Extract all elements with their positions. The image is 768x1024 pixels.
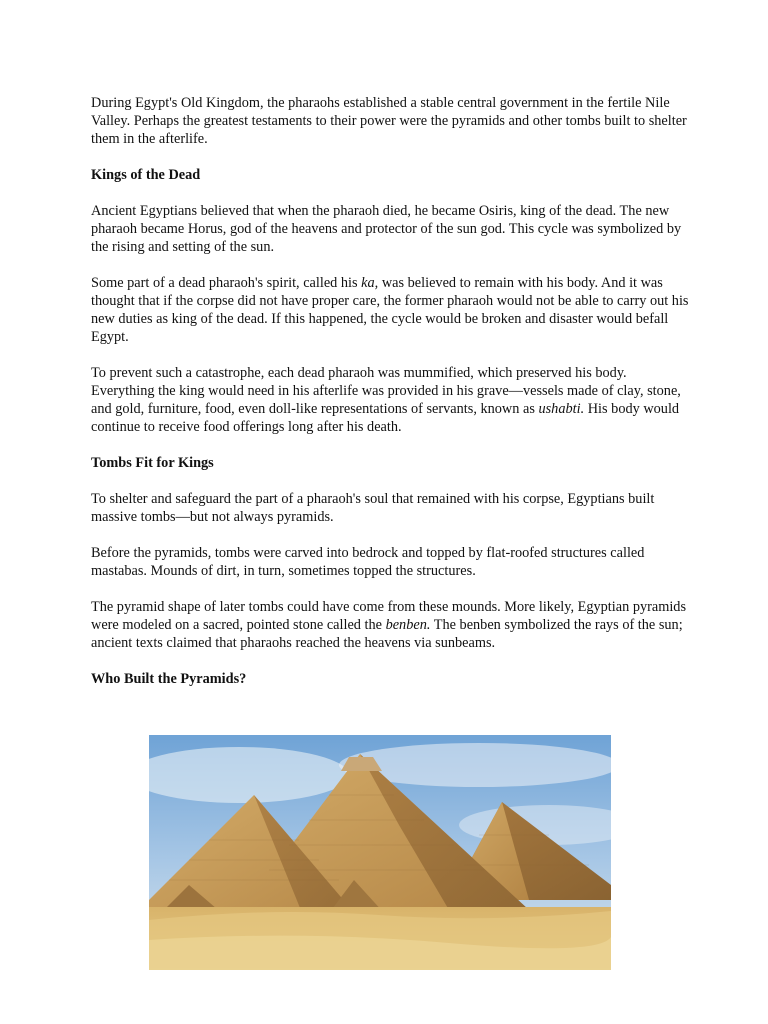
paragraph-ka bbox=[91, 274, 691, 346]
text-run: To prevent such a catastrophe, each dead pharaoh was mummified, which preserved his body. Everything the king would need in his afterlife was provided in his grave—vessels made of clay, stone, and gold, furniture, food, even doll-like representations of servants, known as bbox=[91, 365, 681, 417]
heading-tombs-fit-for-kings: Tombs Fit for Kings bbox=[91, 455, 214, 471]
text-run: The pyramid shape of later tombs could have come from these mounds. More likely, Egyptian pyramids were modeled on a sacred, pointed stone called the bbox=[91, 599, 687, 633]
paragraph-benben bbox=[91, 598, 691, 652]
paragraph-mummified bbox=[91, 364, 691, 436]
heading-who-built-the-pyramids: Who Built the Pyramids? bbox=[91, 671, 247, 687]
heading-kings-of-the-dead: Kings of the Dead bbox=[91, 167, 201, 183]
text-run: The benben symbolized the rays of the sun; ancient texts claimed that pharaohs reached the heavens via sunbeams. bbox=[91, 617, 683, 651]
italic-term-ka: ka, bbox=[361, 275, 379, 291]
text-run: was believed to remain with his body. And it was thought that if the corpse did not have proper care, the former pharaoh would not be able to carry out his new duties as king of the dead. If this happened, the cycle would be broken and disaster would befall Egypt. bbox=[91, 275, 689, 345]
paragraph-shelter: To shelter and safeguard the part of a pharaoh's soul that remained with his corpse, Egyptians built massive tombs—but not always pyramids. bbox=[91, 491, 655, 525]
text-run: Some part of a dead pharaoh's spirit, called his bbox=[91, 275, 362, 291]
italic-term-ushabti: ushabti. bbox=[538, 401, 585, 417]
text-run: His body would continue to receive food offerings long after his death. bbox=[91, 401, 680, 435]
article-body bbox=[91, 94, 691, 706]
pyramids-photo bbox=[149, 735, 611, 970]
paragraph-mastabas: Before the pyramids, tombs were carved into bedrock and topped by flat-roofed structures called mastabas. Mounds of dirt, in turn, sometimes topped the structures. bbox=[91, 545, 645, 579]
paragraph-osiris: Ancient Egyptians believed that when the pharaoh died, he became Osiris, king of the dead. The new pharaoh became Horus, god of the heavens and protector of the sun god. This cycle was symbolized by the rising and setting of the sun. bbox=[91, 203, 682, 255]
italic-term-benben: benben. bbox=[385, 617, 431, 633]
intro-paragraph: During Egypt's Old Kingdom, the pharaohs established a stable central government in the fertile Nile Valley. Perhaps the greatest testaments to their power were the pyramids and other tombs built to shelter them in the afterlife. bbox=[91, 95, 687, 147]
